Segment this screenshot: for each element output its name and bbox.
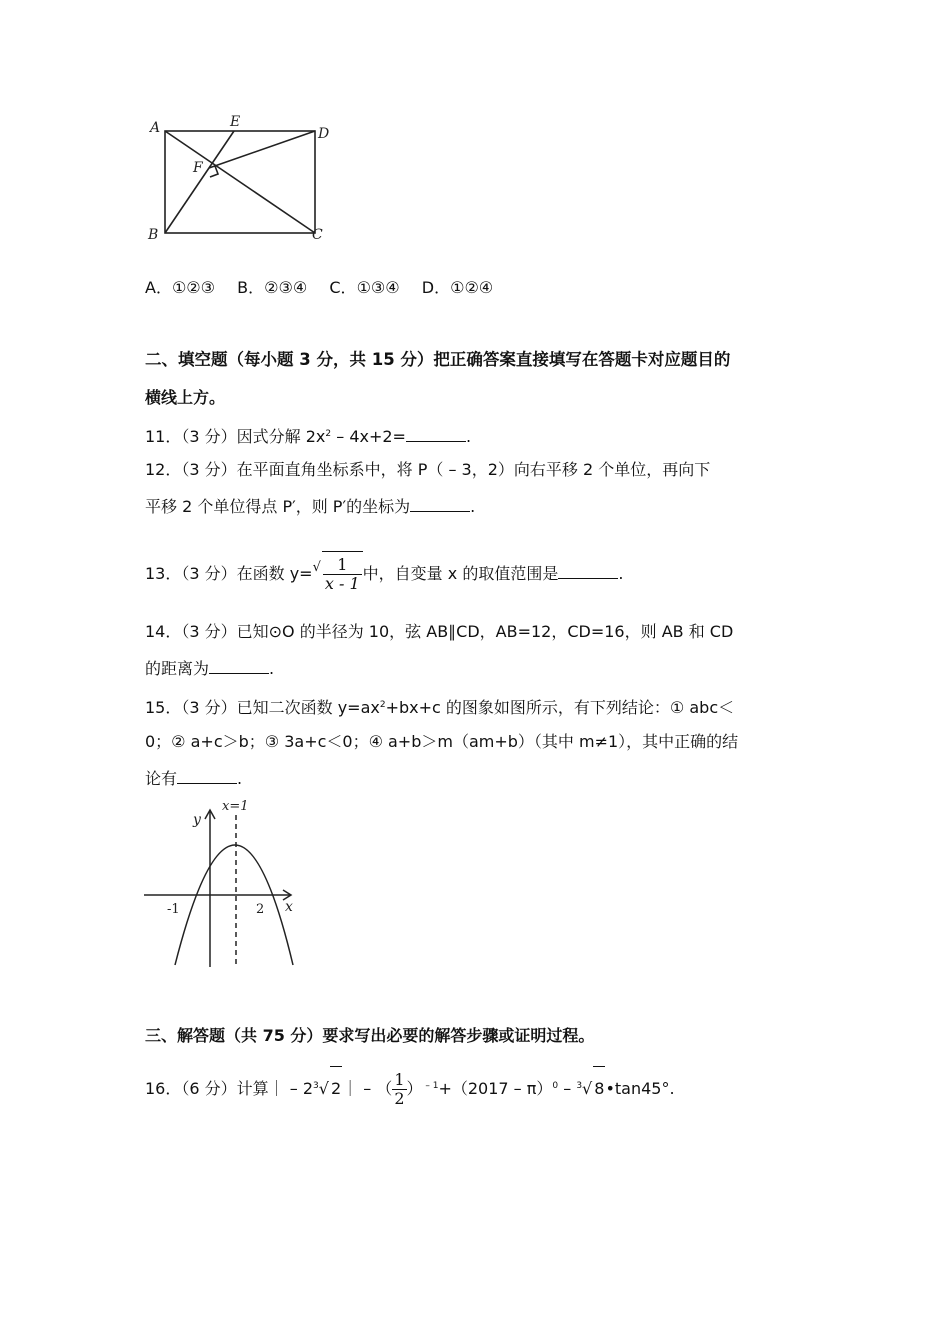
question-15-line2: 0；② a+c＞b；③ 3a+c＜0；④ a+b＞m（am+b）（其中 m≠1），其中正确的结 (145, 732, 739, 751)
tick-label-neg1: -1 (167, 902, 180, 917)
y-axis-label: y (193, 812, 201, 828)
tick-label-2: 2 (256, 902, 265, 917)
answer-blank (406, 427, 466, 442)
section2-header-line2: 横线上方。 (145, 388, 226, 407)
label-f: F (193, 160, 203, 176)
question-13: 13．（3 分）在函数 y=√ $\frac{1}{x - 1}$ 中，自变量 x 的取值范围是 . (145, 546, 623, 596)
question-15-line1: 15．（3 分）已知二次函数 $y=ax^2+bx+c$ 的图象如图所示，有下列结论：① abc＜ (145, 698, 735, 717)
axis-of-symmetry-label: x=1 (222, 799, 249, 814)
option-d: D．①②④ (421, 278, 494, 297)
line-a-to-c (165, 131, 315, 233)
diagonal-bc-to-a (165, 131, 234, 233)
parabola-figure (140, 795, 305, 970)
q10-options (145, 276, 493, 300)
answer-blank (177, 769, 237, 784)
answer-blank (558, 564, 618, 579)
question-12-line2: 平移 2 个单位得点 P′，则 P′的坐标为 . (145, 497, 476, 516)
line-f-to-d (209, 131, 315, 168)
label-b: B (148, 227, 159, 243)
section3-header: 三、解答题（共 75 分）要求写出必要的解答步骤或证明过程。 (145, 1026, 595, 1045)
question-15-line3: 论有 . (145, 769, 243, 788)
rectangle-figure (140, 108, 340, 248)
answer-blank (410, 497, 470, 512)
answer-blank (209, 659, 269, 674)
option-c: C．①③④ (329, 278, 400, 297)
parabola-curve (175, 845, 293, 965)
question-12-line1: 12．（3 分）在平面直角坐标系中，将 P（ – 3，2）向右平移 2 个单位，再向下 (145, 460, 711, 479)
option-b: B．②③④ (237, 278, 308, 297)
x-axis-label: x (285, 899, 293, 915)
question-14-line1: 14．（3 分）已知⊙O 的半径为 10，弦 AB∥CD，AB=12，CD=16，则 AB 和 CD (145, 622, 734, 641)
fraction-1-over-x-minus-1: $\frac{1}{x - 1}$ (324, 555, 360, 593)
question-11: 11．（3 分）因式分解 $2x^2 - 4x+2=$ . (145, 427, 472, 446)
question-16: 16．（6 分）计算｜ – $2^3√$ 2｜ – （ $\frac{1}{2}$ ） $^{- 1}$+（2017 – π）$^0$ – $^3$√ 8•tan45°. (145, 1064, 675, 1111)
label-a: A (150, 120, 161, 136)
label-d: D (318, 126, 330, 142)
label-c: C (312, 227, 323, 243)
fraction-one-half: $\frac{1}{2}$ (394, 1070, 405, 1108)
question-14-line2: 的距离为 . (145, 659, 275, 678)
option-a: A．①②③ (145, 278, 215, 297)
section2-header-line1: 二、填空题（每小题 3 分，共 15 分）把正确答案直接填写在答题卡对应题目的 (145, 350, 731, 369)
label-e: E (230, 114, 241, 130)
